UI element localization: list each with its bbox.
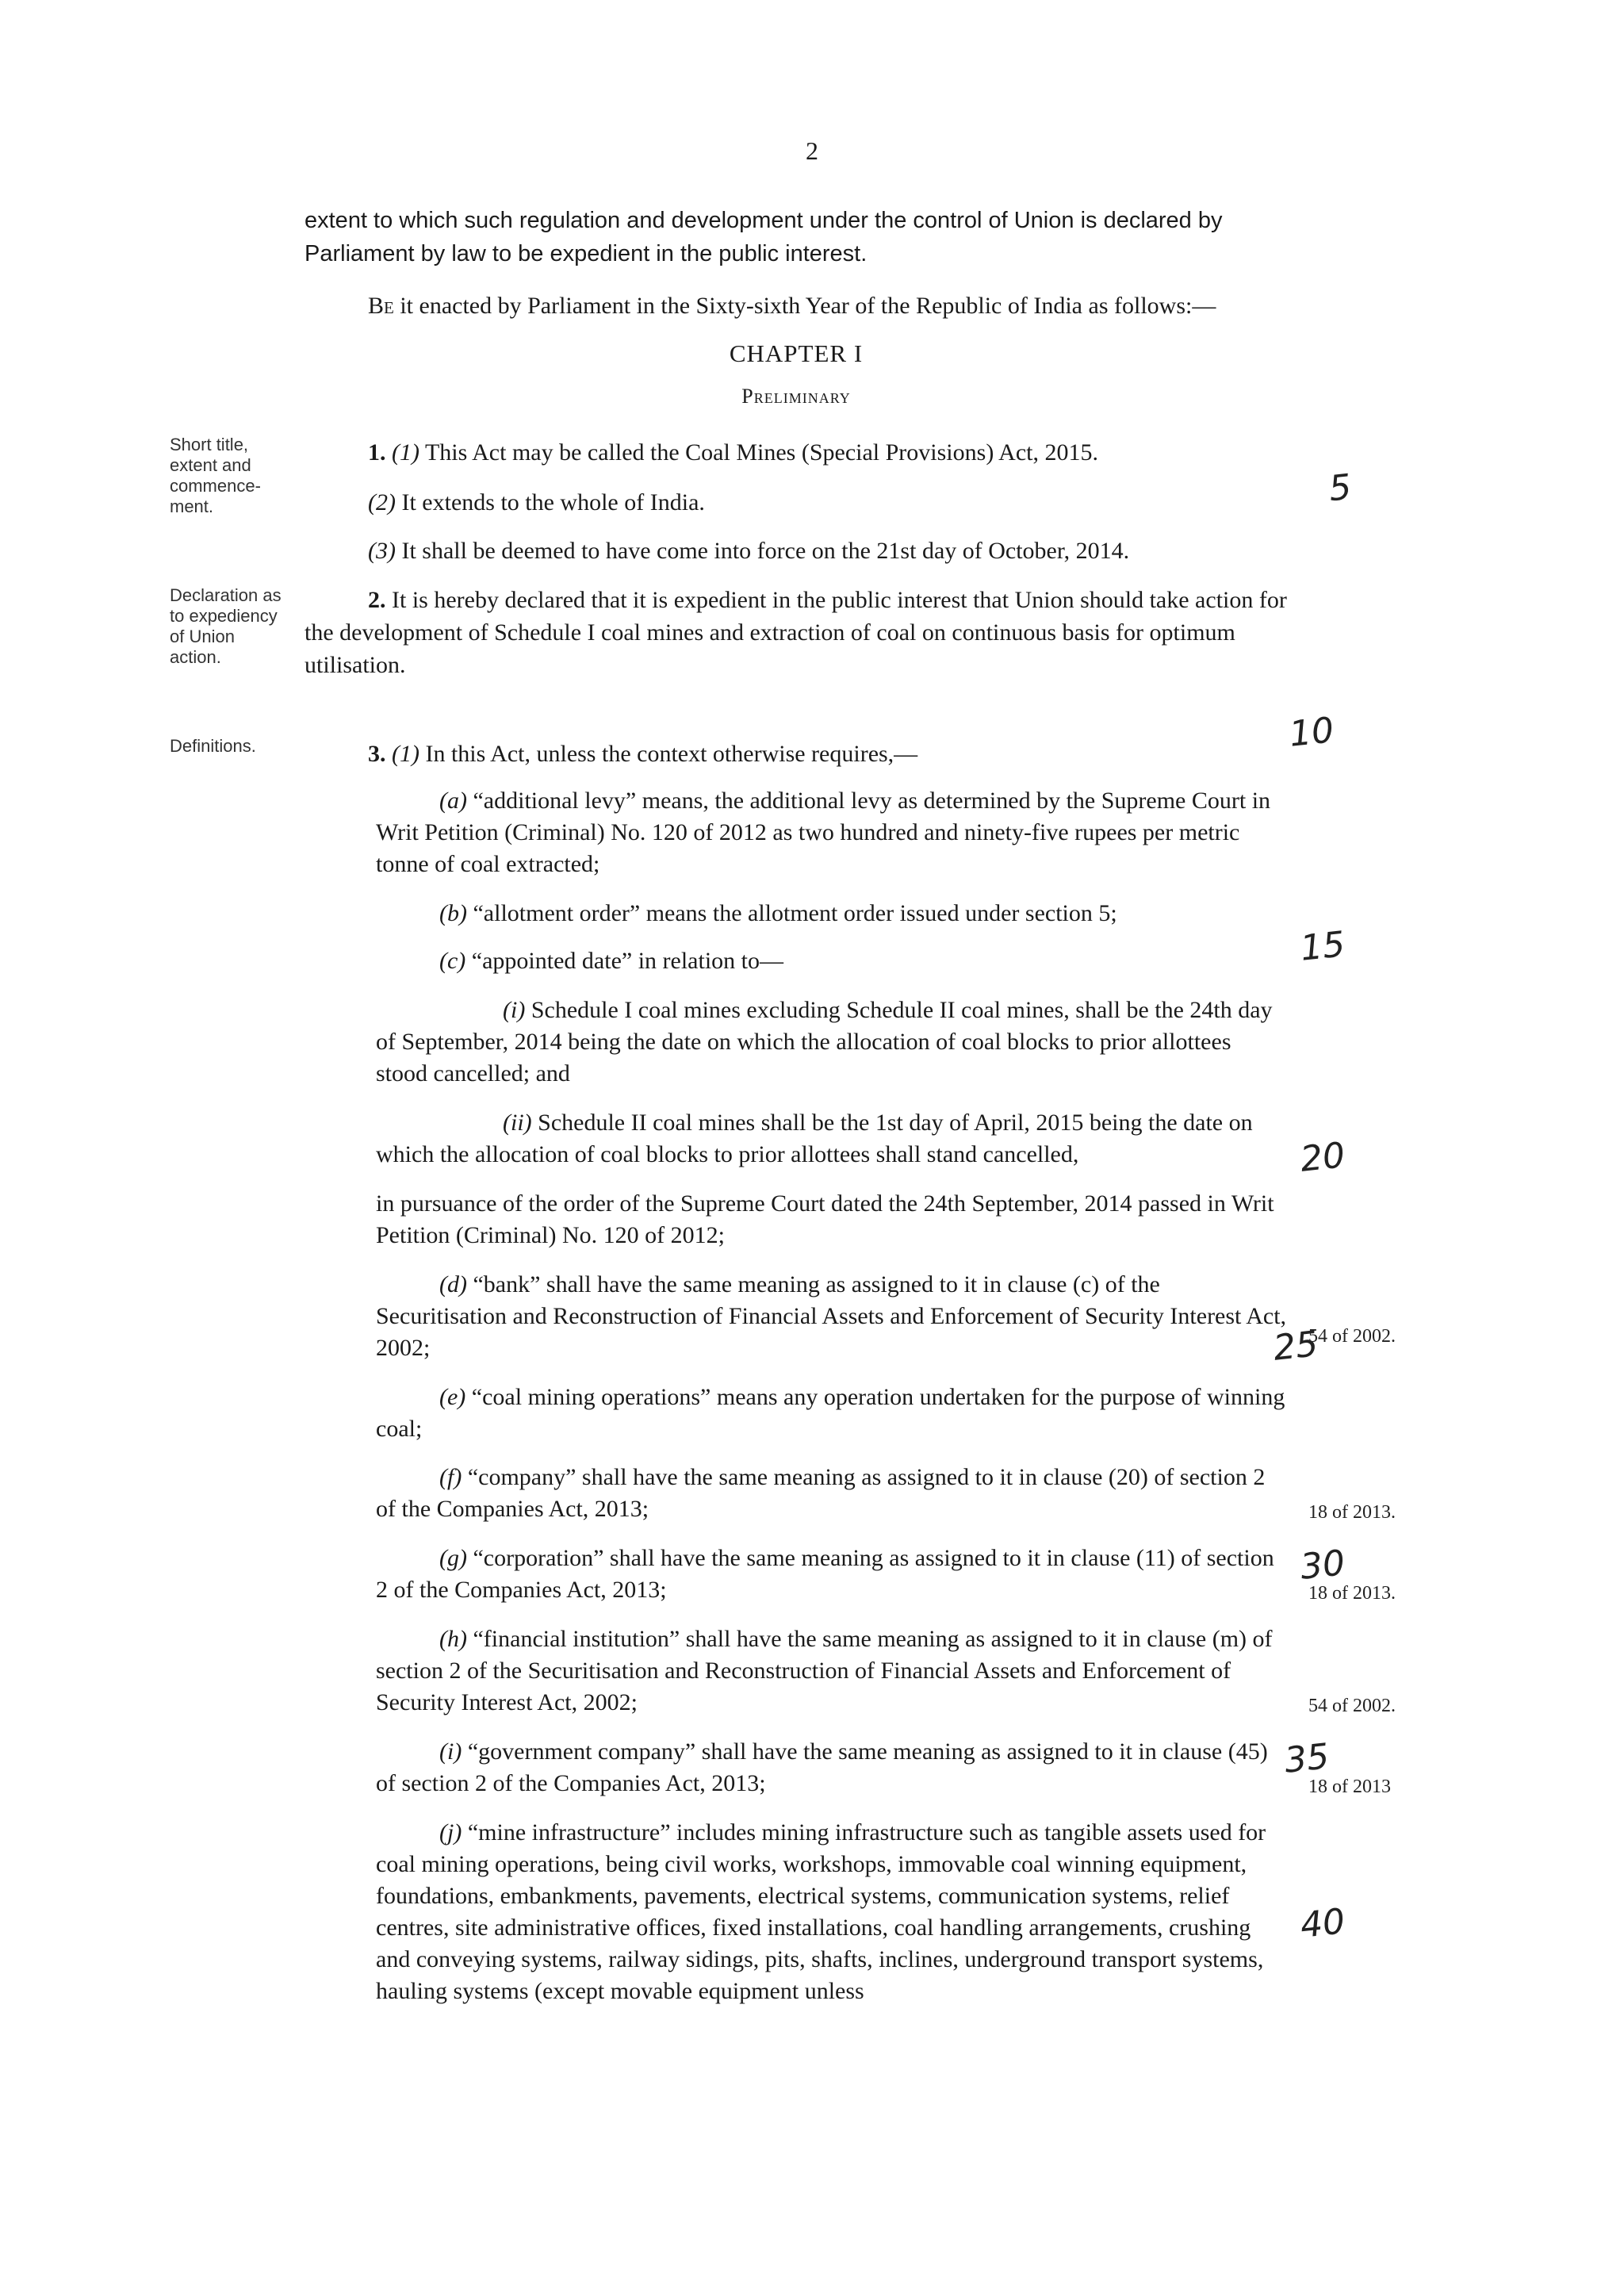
margin-line-number: 20 bbox=[1298, 1135, 1347, 1180]
section-1-clause-2 bbox=[304, 486, 1288, 519]
enacting-formula bbox=[304, 289, 1288, 322]
chapter-title: CHAPTER I bbox=[729, 339, 864, 367]
clause-label: (1) bbox=[392, 741, 419, 767]
definition-label: (b) bbox=[439, 900, 467, 926]
section-3-text: In this Act, unless the context otherwise requires,— bbox=[419, 741, 918, 767]
definition-label: (f) bbox=[439, 1464, 462, 1490]
definition-label: (c) bbox=[439, 948, 466, 974]
act-reference: 18 of 2013. bbox=[1308, 1583, 1396, 1604]
side-note-declaration: Declaration as to expediency of Union action. bbox=[170, 585, 282, 667]
definition-text: in pursuance of the order of the Supreme Court dated the 24th September, 2014 passed in Writ Petition (Criminal) No. 120 of 2012; bbox=[376, 1190, 1274, 1248]
definition-text: “mine infrastructure” includes mining infrastructure such as tangible assets used for coal mining operations, being civil works, workshops, immovable coal winning equipment, foundations, embankments, pavements, electrical systems, communication systems, relief centres, site administrative offices, fixed installations, coal handling arrangements, crushing and conveying systems, railway sidings, pits, shafts, inclines, underground transport systems, hauling systems (except movable equipment unless bbox=[376, 1819, 1266, 2004]
definition-c bbox=[376, 945, 1288, 977]
margin-line-number: 10 bbox=[1287, 710, 1336, 755]
definition-label: (d) bbox=[439, 1271, 467, 1297]
definition-label: (e) bbox=[439, 1384, 466, 1410]
page-number: 2 bbox=[806, 136, 818, 165]
definition-h bbox=[376, 1623, 1288, 1719]
clause-label: (1) bbox=[392, 439, 419, 466]
definition-e bbox=[376, 1382, 1288, 1445]
definition-text: “appointed date” in relation to— bbox=[465, 948, 783, 974]
definition-text: “coal mining operations” means any operation undertaken for the purpose of winning coal; bbox=[376, 1384, 1285, 1442]
margin-line-number: 35 bbox=[1282, 1736, 1331, 1781]
definition-text: “additional levy” means, the additional levy as determined by the Supreme Court in Writ Petition (Criminal) No. 120 of 2012 as two hundred and ninety-five rupees per metric tonne of coal extracted; bbox=[376, 788, 1271, 877]
definition-a bbox=[376, 785, 1288, 880]
enacting-lead: Be bbox=[368, 293, 394, 319]
clause-text: It shall be deemed to have come into force on the 21st day of October, 2014. bbox=[395, 538, 1130, 564]
definition-text: Schedule II coal mines shall be the 1st day of April, 2015 being the date on which the allocation of coal blocks to prior allottees shall stand cancelled, bbox=[376, 1110, 1253, 1167]
definition-label: (h) bbox=[439, 1626, 467, 1652]
definition-text: “allotment order” means the allotment order issued under section 5; bbox=[466, 900, 1117, 926]
section-2-number: 2. bbox=[368, 587, 386, 613]
enacting-rest: it enacted by Parliament in the Sixty-sixth Year of the Republic of India as follows:— bbox=[393, 293, 1216, 319]
definition-label: (ii) bbox=[503, 1110, 532, 1136]
definition-f bbox=[376, 1462, 1288, 1525]
definition-label: (g) bbox=[439, 1545, 467, 1571]
side-note-short-title: Short title, extent and commence-ment. bbox=[170, 435, 261, 516]
margin-line-number: 25 bbox=[1271, 1324, 1320, 1369]
definition-label: (i) bbox=[439, 1738, 462, 1765]
definition-text: “bank” shall have the same meaning as assigned to it in clause (c) of the Securitisation and Reconstruction of Financial Assets and Enforcement of Security Interest Act, 2002; bbox=[376, 1271, 1287, 1361]
definition-text: Schedule I coal mines excluding Schedule II coal mines, shall be the 24th day of September, 2014 being the date on which the allocation of coal blocks to prior allottees stood cancelled; and bbox=[376, 997, 1273, 1087]
section-3-intro bbox=[304, 738, 1288, 770]
definition-text: “company” shall have the same meaning as assigned to it in clause (20) of section 2 of the Companies Act, 2013; bbox=[376, 1464, 1266, 1522]
act-reference: 18 of 2013 bbox=[1308, 1776, 1391, 1797]
act-reference: 18 of 2013. bbox=[1308, 1502, 1396, 1523]
definition-label: (a) bbox=[439, 788, 467, 814]
definition-text: “financial institution” shall have the same meaning as assigned to it in clause (m) of section 2 of the Securitisation and Reconstruction of Financial Assets and Enforcement of Security Interest Act, 2002; bbox=[376, 1626, 1273, 1715]
definition-label: (j) bbox=[439, 1819, 462, 1845]
margin-line-number: 5 bbox=[1327, 466, 1354, 510]
definition-d bbox=[376, 1269, 1288, 1364]
section-2 bbox=[304, 584, 1288, 681]
definition-i bbox=[376, 1736, 1288, 1799]
chapter-subtitle: Preliminary bbox=[741, 385, 851, 408]
definition-b bbox=[376, 898, 1288, 929]
intro-paragraph: extent to which such regulation and development under the control of Union is declared by Parliament by law to be expedient in the public interest. bbox=[304, 208, 1223, 266]
definition-c-tail bbox=[376, 1188, 1288, 1251]
side-note-definitions: Definitions. bbox=[170, 736, 256, 756]
margin-line-number: 30 bbox=[1298, 1543, 1347, 1588]
definition-g bbox=[376, 1543, 1288, 1606]
section-2-text: It is hereby declared that it is expedient in the public interest that Union should take action for the development of Schedule I coal mines and extraction of coal on continuous basis for optimum utilisation. bbox=[304, 587, 1287, 678]
clause-label: (3) bbox=[368, 538, 396, 564]
act-reference: 54 of 2002. bbox=[1308, 1326, 1396, 1347]
section-1-number: 1. bbox=[368, 439, 386, 466]
section-1-clause-1 bbox=[304, 436, 1288, 469]
margin-line-number: 15 bbox=[1298, 924, 1347, 969]
clause-text: This Act may be called the Coal Mines (Special Provisions) Act, 2015. bbox=[419, 439, 1098, 466]
margin-line-number: 40 bbox=[1298, 1901, 1347, 1946]
clause-text: It extends to the whole of India. bbox=[395, 489, 705, 516]
act-reference: 54 of 2002. bbox=[1308, 1696, 1396, 1716]
definition-c-i bbox=[376, 995, 1288, 1090]
definition-text: “corporation” shall have the same meaning as assigned to it in clause (11) of section 2 of the Companies Act, 2013; bbox=[376, 1545, 1274, 1603]
section-1-clause-3 bbox=[304, 535, 1288, 567]
definition-j bbox=[376, 1817, 1288, 2007]
definition-c-ii bbox=[376, 1107, 1288, 1171]
definition-label: (i) bbox=[503, 997, 526, 1023]
clause-label: (2) bbox=[368, 489, 396, 516]
definition-text: “government company” shall have the same meaning as assigned to it in clause (45) of section 2 of the Companies Act, 2013; bbox=[376, 1738, 1268, 1796]
section-3-number: 3. bbox=[368, 741, 386, 767]
